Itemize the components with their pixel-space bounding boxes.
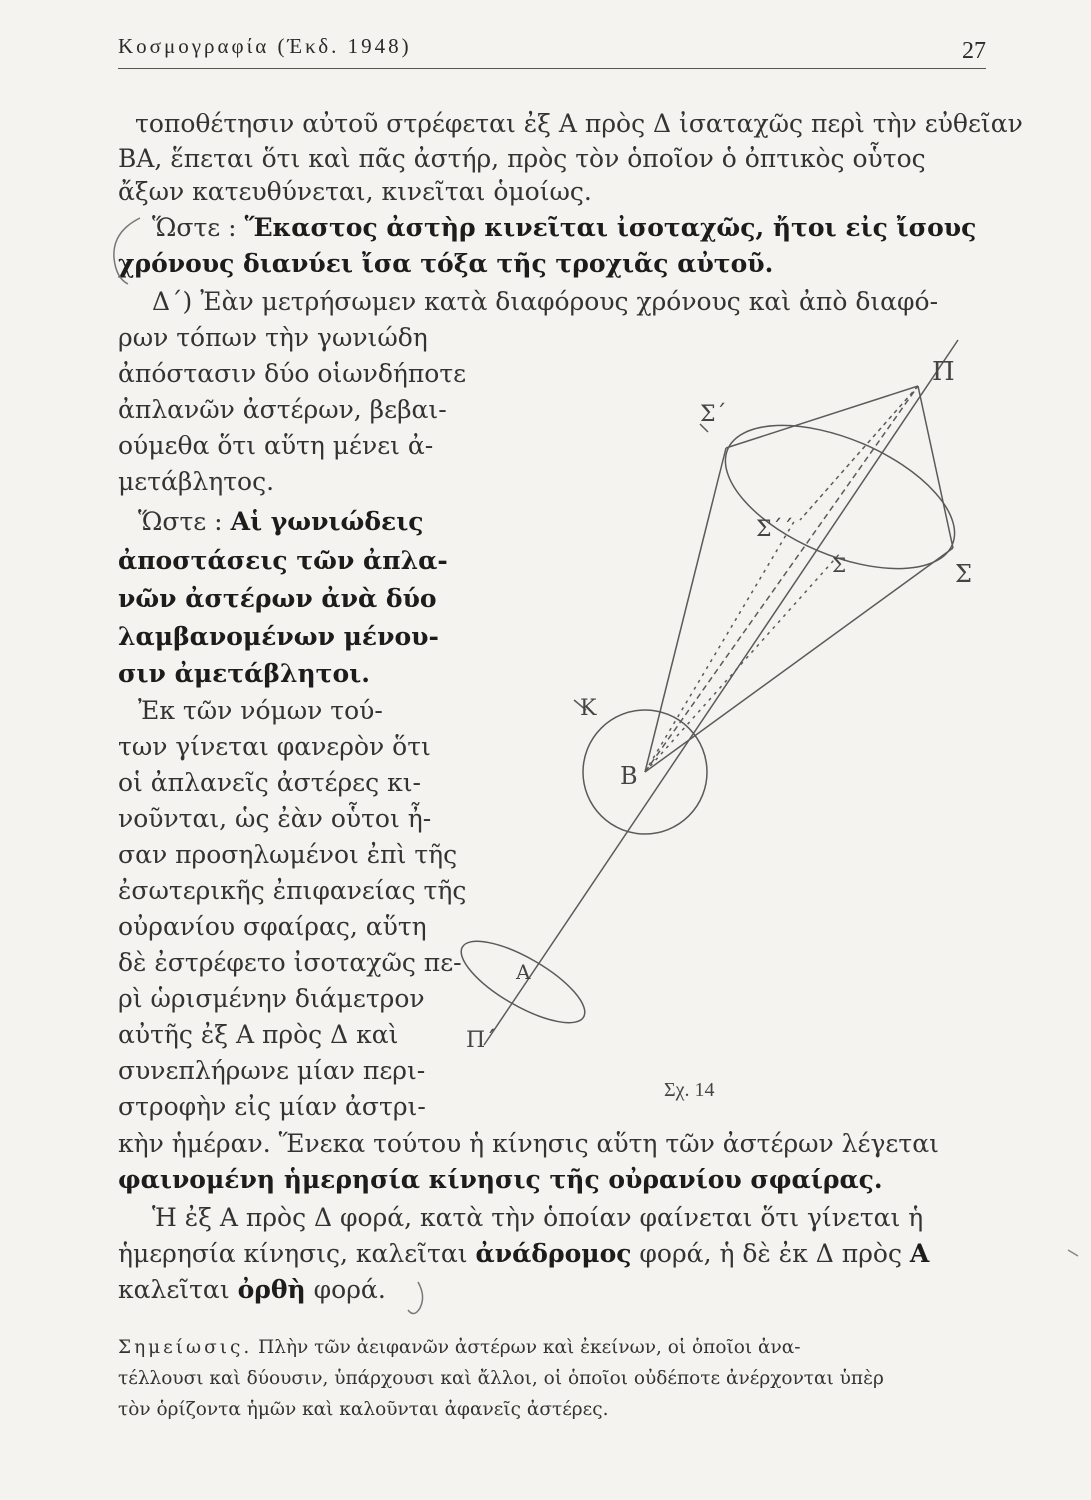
conclusion-prefix: Ὥστε : (152, 213, 245, 242)
text-line: ἀπλανῶν ἀστέρων, βεβαι- (118, 395, 447, 424)
conclusion-line: χρόνους διανύει ἴσα τόξα τῆς τροχιᾶς αὐτοῦ. (118, 249, 774, 278)
text-line: τοποθέτησιν αὐτοῦ στρέφεται ἐξ Α πρὸς Δ ἰσαταχῶς περὶ τὴν εὐθεῖαν (135, 109, 1023, 138)
running-title: Κοσμογραφία (Έκδ. 1948) (118, 34, 412, 58)
text-span: καλεῖται (118, 1275, 238, 1304)
figure-label-sigma-right: Σ (955, 560, 972, 588)
text-line: ρων τόπων τὴν γωνιώδη (118, 323, 428, 352)
text-line: Ἐκ τῶν νόμων τού- (138, 696, 383, 725)
conclusion-bold: Αἱ γωνιώδεις (230, 507, 424, 536)
text-line: ΒΑ, ἕπεται ὅτι καὶ πᾶς ἀστήρ, πρὸς τὸν ὁποῖον ὁ ὀπτικὸς οὗτος (118, 144, 926, 173)
conclusion-prefix: Ὥστε : (138, 507, 231, 536)
text-line: ούμεθα ὅτι αὕτη μένει ἀ- (118, 431, 434, 460)
term-anadromos: ἀνάδρομος (475, 1239, 632, 1268)
text-span: φορά, ἡ δὲ ἐκ Δ πρὸς (631, 1239, 910, 1268)
note-text: Πλὴν τῶν ἀειφανῶν ἀστέρων καὶ ἐκείνων, οἱ ὁποῖοι ἀνα- (252, 1337, 801, 1358)
text-line: Δ΄) Ἐὰν μετρήσωμεν κατὰ διαφόρους χρόνους καὶ ἀπὸ διαφό- (152, 287, 939, 316)
text-line: οὐρανίου σφαίρας, αὕτη (118, 912, 427, 941)
figure-label-b: Β (620, 762, 638, 790)
text-span: ἡμερησία κίνησις, καλεῖται (118, 1239, 476, 1268)
text-line: συνεπλήρωνε μίαν περι- (118, 1056, 426, 1085)
text-line: ἐσωτερικῆς ἐπιφανείας τῆς (118, 876, 467, 905)
figure-caption: Σχ. 14 (664, 1079, 715, 1101)
text-line: μετάβλητος. (118, 467, 275, 496)
conclusion-line: σιν ἀμετάβλητοι. (118, 659, 370, 688)
text-line: αὐτῆς ἐξ Α πρὸς Δ καὶ (118, 1020, 399, 1049)
text-line: οἱ ἀπλανεῖς ἀστέρες κι- (118, 768, 421, 797)
figure-label-sigma-left: Σ΄ (700, 402, 727, 427)
term-orthi: ὀρθὴ (237, 1275, 306, 1304)
text-span: φορά. (305, 1275, 386, 1304)
figure-label-pi: Π (932, 357, 955, 387)
letter-a-bold: Α (909, 1239, 930, 1268)
conclusion-line: ἀποστάσεις τῶν ἀπλα- (118, 546, 448, 575)
text-line: δὲ ἐστρέφετο ἰσοταχῶς πε- (118, 948, 462, 977)
figure-label-sigma-inner: Σ (832, 553, 847, 577)
conclusion-line: νῶν ἀστέρων ἀνὰ δύο (118, 584, 437, 613)
conclusion-bold: Ἕκαστος ἀστὴρ κινεῖται ἰσοταχῶς, ἤτοι εἰς ἴσους (244, 213, 977, 242)
text-line-bold: φαινομένη ἡμερησία κίνησις τῆς οὐρανίου σφαίρας. (118, 1165, 883, 1194)
note-line: τὸν ὁρίζοντα ἡμῶν καὶ καλοῦνται ἀφανεῖς ἀστέρες. (118, 1399, 609, 1420)
text-line: νοῦνται, ὡς ἐὰν οὗτοι ἦ- (118, 804, 432, 833)
conclusion-line: λαμβανομένων μένου- (118, 622, 439, 651)
text-line: σαν προσηλωμένοι ἐπὶ τῆς (118, 840, 458, 869)
note-line (118, 1332, 986, 1363)
note-label: Σημείωσις. (118, 1337, 253, 1358)
figure-label-sigma-mid: Σ΄΄ (756, 517, 794, 542)
text-line: Ἡ ἐξ Α πρὸς Δ φορά, κατὰ τὴν ὁποίαν φαίνεται ὅτι γίνεται ἡ (152, 1203, 924, 1232)
text-line: ἄξων κατευθύνεται, κινεῖται ὁμοίως. (118, 177, 592, 206)
text-line: κὴν ἡμέραν. Ἕνεκα τούτου ἡ κίνησις αὕτη τῶν ἀστέρων λέγεται (118, 1129, 939, 1158)
note-line: τέλλουσι καὶ δύουσιν, ὑπάρχουσι καὶ ἄλλοι, οἱ ὁποῖοι οὐδέποτε ἀνέρχονται ὑπὲρ (118, 1368, 884, 1389)
text-line: ἀπόστασιν δύο οἱωνδήποτε (118, 359, 467, 388)
text-line: των γίνεται φανερὸν ὅτι (118, 732, 431, 761)
figure-label-pi-prime: Π΄ (466, 1028, 497, 1053)
page-number: 27 (962, 38, 986, 64)
figure-label-a: Α (516, 960, 531, 984)
text-line: ρὶ ὡρισμένην διάμετρον (118, 984, 425, 1013)
figure-label-k: Κ (580, 696, 597, 721)
text-line: στροφὴν εἰς μίαν ἀστρι- (118, 1092, 426, 1121)
